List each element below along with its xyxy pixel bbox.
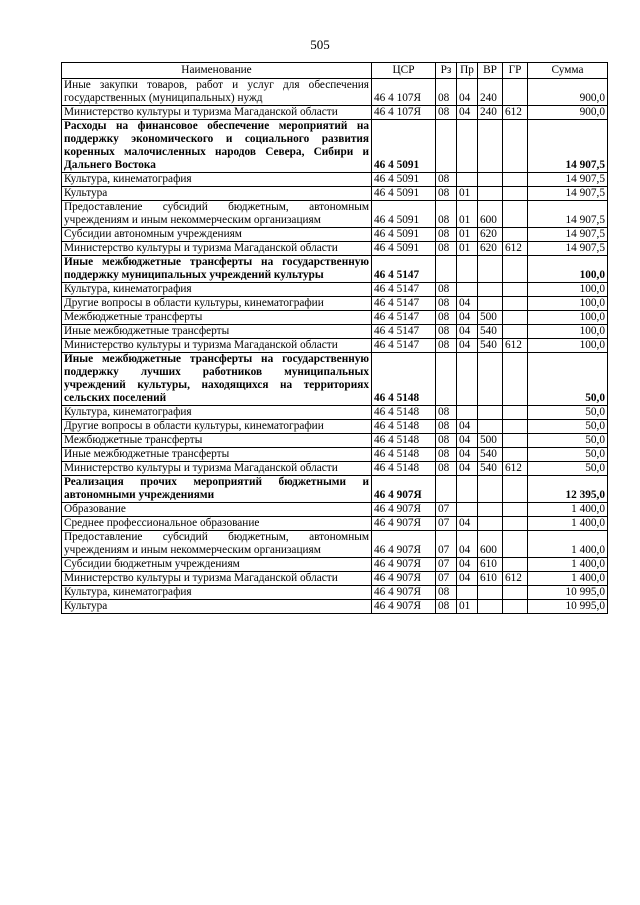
cell-name: Министерство культуры и туризма Магаданской области — [62, 462, 372, 476]
cell-pr: 04 — [457, 434, 478, 448]
cell-csr: 46 4 5147 — [372, 311, 436, 325]
cell-sum: 1 400,0 — [528, 572, 608, 586]
cell-vr — [478, 406, 503, 420]
cell-gr — [503, 297, 528, 311]
cell-csr: 46 4 5148 — [372, 353, 436, 406]
cell-name: Межбюджетные трансферты — [62, 434, 372, 448]
cell-rz: 08 — [436, 586, 457, 600]
cell-gr — [503, 256, 528, 283]
cell-name: Предоставление субсидий бюджетным, автономным учреждениям и иным некоммерческим организациям — [62, 201, 372, 228]
cell-vr: 620 — [478, 242, 503, 256]
cell-rz: 07 — [436, 517, 457, 531]
cell-csr: 46 4 5148 — [372, 420, 436, 434]
column-header-pr: Пр — [457, 63, 478, 79]
cell-pr: 01 — [457, 600, 478, 614]
cell-csr: 46 4 5148 — [372, 448, 436, 462]
cell-pr: 04 — [457, 462, 478, 476]
cell-csr: 46 4 5147 — [372, 325, 436, 339]
cell-csr: 46 4 5147 — [372, 297, 436, 311]
cell-name: Министерство культуры и туризма Магаданской области — [62, 242, 372, 256]
cell-name: Министерство культуры и туризма Магаданской области — [62, 106, 372, 120]
cell-name: Образование — [62, 503, 372, 517]
column-header-gr: ГР — [503, 63, 528, 79]
cell-sum: 100,0 — [528, 256, 608, 283]
table-row — [62, 600, 608, 614]
cell-csr: 46 4 5147 — [372, 339, 436, 353]
cell-vr — [478, 503, 503, 517]
table-row — [62, 434, 608, 448]
cell-vr: 500 — [478, 311, 503, 325]
cell-gr — [503, 406, 528, 420]
column-header-vr: ВР — [478, 63, 503, 79]
cell-sum: 100,0 — [528, 311, 608, 325]
cell-gr — [503, 531, 528, 558]
cell-pr — [457, 503, 478, 517]
cell-gr — [503, 558, 528, 572]
cell-rz: 08 — [436, 242, 457, 256]
cell-sum: 50,0 — [528, 420, 608, 434]
cell-name: Другие вопросы в области культуры, кинематографии — [62, 297, 372, 311]
cell-pr: 04 — [457, 448, 478, 462]
cell-csr: 46 4 5148 — [372, 406, 436, 420]
cell-csr: 46 4 107Я — [372, 106, 436, 120]
cell-rz: 07 — [436, 558, 457, 572]
cell-sum: 14 907,5 — [528, 242, 608, 256]
cell-csr: 46 4 5091 — [372, 173, 436, 187]
cell-rz: 08 — [436, 79, 457, 106]
cell-pr: 04 — [457, 558, 478, 572]
cell-csr: 46 4 907Я — [372, 572, 436, 586]
cell-gr — [503, 586, 528, 600]
cell-sum: 50,0 — [528, 434, 608, 448]
column-header-rz: Рз — [436, 63, 457, 79]
cell-csr: 46 4 907Я — [372, 517, 436, 531]
cell-pr — [457, 283, 478, 297]
column-header-sum: Сумма — [528, 63, 608, 79]
cell-vr: 610 — [478, 558, 503, 572]
cell-csr: 46 4 5091 — [372, 228, 436, 242]
cell-csr: 46 4 907Я — [372, 600, 436, 614]
cell-csr: 46 4 5147 — [372, 256, 436, 283]
cell-pr: 04 — [457, 79, 478, 106]
cell-pr: 04 — [457, 106, 478, 120]
cell-gr — [503, 187, 528, 201]
cell-sum: 900,0 — [528, 79, 608, 106]
cell-pr: 01 — [457, 228, 478, 242]
cell-sum: 10 995,0 — [528, 586, 608, 600]
cell-csr: 46 4 907Я — [372, 531, 436, 558]
cell-vr: 240 — [478, 79, 503, 106]
cell-rz: 08 — [436, 228, 457, 242]
cell-pr: 01 — [457, 242, 478, 256]
table-row — [62, 558, 608, 572]
table-row — [62, 173, 608, 187]
cell-sum: 1 400,0 — [528, 558, 608, 572]
table-row — [62, 311, 608, 325]
cell-rz: 08 — [436, 434, 457, 448]
cell-gr: 612 — [503, 572, 528, 586]
cell-name: Субсидии бюджетным учреждениям — [62, 558, 372, 572]
cell-gr — [503, 283, 528, 297]
cell-pr: 04 — [457, 420, 478, 434]
cell-gr — [503, 120, 528, 173]
table-row — [62, 283, 608, 297]
cell-gr — [503, 201, 528, 228]
cell-gr — [503, 503, 528, 517]
cell-rz — [436, 120, 457, 173]
cell-gr — [503, 420, 528, 434]
cell-rz: 08 — [436, 283, 457, 297]
cell-csr: 46 4 5091 — [372, 187, 436, 201]
table-row — [62, 572, 608, 586]
cell-csr: 46 4 907Я — [372, 558, 436, 572]
table-row — [62, 187, 608, 201]
cell-gr: 612 — [503, 339, 528, 353]
cell-csr: 46 4 5147 — [372, 283, 436, 297]
cell-sum: 100,0 — [528, 283, 608, 297]
cell-rz: 08 — [436, 201, 457, 228]
cell-pr: 04 — [457, 517, 478, 531]
budget-table — [61, 62, 608, 614]
table-row — [62, 79, 608, 106]
cell-rz: 08 — [436, 339, 457, 353]
cell-rz: 08 — [436, 106, 457, 120]
cell-vr — [478, 420, 503, 434]
cell-sum: 12 395,0 — [528, 476, 608, 503]
cell-gr — [503, 325, 528, 339]
cell-pr — [457, 120, 478, 173]
table-row — [62, 201, 608, 228]
cell-pr: 01 — [457, 201, 478, 228]
cell-sum: 50,0 — [528, 448, 608, 462]
table-row — [62, 325, 608, 339]
cell-name: Культура — [62, 187, 372, 201]
page-number: 505 — [310, 37, 330, 52]
cell-vr — [478, 600, 503, 614]
cell-gr — [503, 311, 528, 325]
cell-name: Реализация прочих мероприятий бюджетными и автономными учреждениями — [62, 476, 372, 503]
cell-sum: 1 400,0 — [528, 503, 608, 517]
table-row — [62, 503, 608, 517]
cell-sum: 10 995,0 — [528, 600, 608, 614]
cell-name: Иные межбюджетные трансферты — [62, 325, 372, 339]
cell-vr — [478, 476, 503, 503]
cell-sum: 100,0 — [528, 325, 608, 339]
cell-name: Культура — [62, 600, 372, 614]
cell-name: Другие вопросы в области культуры, кинематографии — [62, 420, 372, 434]
cell-pr: 04 — [457, 311, 478, 325]
cell-rz: 08 — [436, 297, 457, 311]
cell-sum: 100,0 — [528, 339, 608, 353]
cell-gr — [503, 79, 528, 106]
cell-rz: 08 — [436, 420, 457, 434]
cell-name: Субсидии автономным учреждениям — [62, 228, 372, 242]
table-row — [62, 106, 608, 120]
cell-vr — [478, 173, 503, 187]
table-row — [62, 242, 608, 256]
table-header-row — [62, 63, 608, 79]
cell-name: Предоставление субсидий бюджетным, автономным учреждениям и иным некоммерческим организациям — [62, 531, 372, 558]
cell-sum: 50,0 — [528, 406, 608, 420]
cell-rz — [436, 256, 457, 283]
cell-csr: 46 4 5148 — [372, 462, 436, 476]
cell-vr: 610 — [478, 572, 503, 586]
table-row — [62, 462, 608, 476]
cell-rz: 08 — [436, 406, 457, 420]
column-header-csr: ЦСР — [372, 63, 436, 79]
cell-csr: 46 4 107Я — [372, 79, 436, 106]
cell-name: Среднее профессиональное образование — [62, 517, 372, 531]
cell-gr: 612 — [503, 106, 528, 120]
cell-gr: 612 — [503, 242, 528, 256]
table-row — [62, 120, 608, 173]
cell-sum: 1 400,0 — [528, 531, 608, 558]
cell-sum: 1 400,0 — [528, 517, 608, 531]
cell-vr: 500 — [478, 434, 503, 448]
cell-vr — [478, 120, 503, 173]
cell-sum: 50,0 — [528, 462, 608, 476]
cell-rz: 08 — [436, 187, 457, 201]
table-row — [62, 517, 608, 531]
cell-csr: 46 4 5091 — [372, 201, 436, 228]
cell-rz: 07 — [436, 503, 457, 517]
cell-vr: 540 — [478, 448, 503, 462]
cell-name: Расходы на финансовое обеспечение мероприятий на поддержку экономического и социального развития коренных малочисленных народов Севера, Сибири и Дальнего Востока — [62, 120, 372, 173]
cell-pr: 04 — [457, 297, 478, 311]
table-row — [62, 353, 608, 406]
cell-pr — [457, 353, 478, 406]
cell-pr — [457, 406, 478, 420]
cell-gr — [503, 476, 528, 503]
cell-name: Министерство культуры и туризма Магаданской области — [62, 339, 372, 353]
cell-rz: 08 — [436, 173, 457, 187]
cell-rz: 08 — [436, 462, 457, 476]
cell-pr — [457, 173, 478, 187]
cell-vr — [478, 297, 503, 311]
cell-gr — [503, 228, 528, 242]
cell-rz — [436, 476, 457, 503]
cell-sum: 14 907,5 — [528, 228, 608, 242]
cell-csr: 46 4 907Я — [372, 586, 436, 600]
table-row — [62, 586, 608, 600]
cell-pr: 04 — [457, 325, 478, 339]
cell-vr — [478, 283, 503, 297]
cell-name: Культура, кинематография — [62, 283, 372, 297]
table-row — [62, 420, 608, 434]
cell-vr: 540 — [478, 339, 503, 353]
cell-csr: 46 4 5148 — [372, 434, 436, 448]
table-body — [62, 79, 608, 614]
cell-vr: 620 — [478, 228, 503, 242]
cell-vr: 600 — [478, 531, 503, 558]
table-row — [62, 531, 608, 558]
cell-name: Культура, кинематография — [62, 586, 372, 600]
cell-name: Министерство культуры и туризма Магаданской области — [62, 572, 372, 586]
cell-vr — [478, 586, 503, 600]
cell-pr: 01 — [457, 187, 478, 201]
cell-gr — [503, 353, 528, 406]
cell-name: Иные межбюджетные трансферты на государственную поддержку лучших работников муниципальных учреждений культуры, находящихся на территориях сельских поселений — [62, 353, 372, 406]
cell-sum: 14 907,5 — [528, 201, 608, 228]
cell-pr: 04 — [457, 531, 478, 558]
cell-vr: 540 — [478, 462, 503, 476]
cell-sum: 50,0 — [528, 353, 608, 406]
cell-pr: 04 — [457, 572, 478, 586]
cell-gr — [503, 600, 528, 614]
cell-pr — [457, 586, 478, 600]
table-row — [62, 297, 608, 311]
cell-csr: 46 4 907Я — [372, 476, 436, 503]
cell-rz: 07 — [436, 572, 457, 586]
table-row — [62, 339, 608, 353]
cell-vr — [478, 256, 503, 283]
cell-vr: 540 — [478, 325, 503, 339]
table-row — [62, 228, 608, 242]
cell-sum: 100,0 — [528, 297, 608, 311]
cell-gr — [503, 517, 528, 531]
cell-rz — [436, 353, 457, 406]
cell-vr — [478, 353, 503, 406]
cell-name: Культура, кинематография — [62, 173, 372, 187]
cell-rz: 08 — [436, 311, 457, 325]
cell-gr — [503, 434, 528, 448]
cell-gr — [503, 448, 528, 462]
cell-csr: 46 4 5091 — [372, 120, 436, 173]
cell-vr: 240 — [478, 106, 503, 120]
cell-name: Культура, кинематография — [62, 406, 372, 420]
cell-gr — [503, 173, 528, 187]
cell-rz: 08 — [436, 448, 457, 462]
cell-sum: 14 907,5 — [528, 173, 608, 187]
cell-pr — [457, 476, 478, 503]
cell-csr: 46 4 5091 — [372, 242, 436, 256]
cell-name: Иные межбюджетные трансферты на государственную поддержку муниципальных учреждений культуры — [62, 256, 372, 283]
cell-vr — [478, 187, 503, 201]
cell-vr: 600 — [478, 201, 503, 228]
cell-name: Иные межбюджетные трансферты — [62, 448, 372, 462]
cell-pr — [457, 256, 478, 283]
cell-sum: 14 907,5 — [528, 120, 608, 173]
table-row — [62, 256, 608, 283]
cell-name: Межбюджетные трансферты — [62, 311, 372, 325]
cell-rz: 07 — [436, 531, 457, 558]
cell-vr — [478, 517, 503, 531]
cell-rz: 08 — [436, 325, 457, 339]
cell-sum: 14 907,5 — [528, 187, 608, 201]
column-header-name: Наименование — [62, 63, 372, 79]
cell-sum: 900,0 — [528, 106, 608, 120]
cell-gr: 612 — [503, 462, 528, 476]
table-row — [62, 448, 608, 462]
table-row — [62, 406, 608, 420]
cell-csr: 46 4 907Я — [372, 503, 436, 517]
cell-pr: 04 — [457, 339, 478, 353]
cell-name: Иные закупки товаров, работ и услуг для обеспечения государственных (муниципальных) нужд — [62, 79, 372, 106]
table-row — [62, 476, 608, 503]
cell-rz: 08 — [436, 600, 457, 614]
